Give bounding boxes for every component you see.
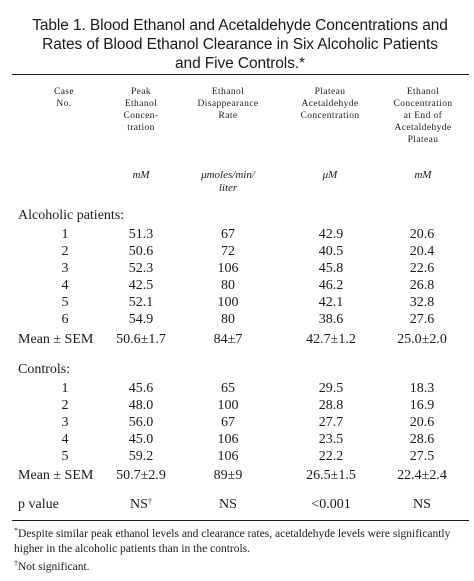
table-cell: 51.3 xyxy=(128,227,154,242)
table-cell: 16.9 xyxy=(409,398,435,413)
column-header-3 xyxy=(274,86,386,122)
column-unit-line: μmoles/min/ xyxy=(201,169,255,181)
p-value-cell xyxy=(378,497,466,513)
table-row xyxy=(0,295,474,311)
table-row xyxy=(0,449,474,465)
p-value-text: NS xyxy=(219,497,237,512)
column-unit-line: mM xyxy=(414,169,432,181)
column-unit-line: liter xyxy=(218,182,238,194)
mean-cell: 26.5±1.5 xyxy=(306,468,356,483)
table-cell: 48.0 xyxy=(128,398,154,413)
table-cell: 67 xyxy=(221,415,235,430)
caption-line-2: Rates of Blood Ethanol Clearance in Six Alcoholic Patients xyxy=(42,36,438,53)
table-cell: 42.5 xyxy=(128,278,154,293)
group-label: Controls: xyxy=(18,362,71,377)
table-cell: 38.6 xyxy=(318,312,344,327)
table-cell: 26.8 xyxy=(409,278,435,293)
table-cell: 45.8 xyxy=(318,261,344,276)
mean-row xyxy=(0,332,474,348)
p-value-label: p value xyxy=(18,497,59,512)
column-header-line: Ethanol xyxy=(124,99,158,109)
column-header-line: Plateau xyxy=(407,135,439,145)
table-cell: 54.9 xyxy=(128,312,154,327)
footnote-dagger-mark: † xyxy=(14,559,18,568)
column-header-1 xyxy=(100,86,182,134)
table-cell: 100 xyxy=(217,398,239,413)
p-value-cell xyxy=(100,497,182,513)
p-value-cell xyxy=(276,497,386,513)
table-cell: 80 xyxy=(221,312,235,327)
column-unit-line: μM xyxy=(322,169,338,181)
case-number: 3 xyxy=(61,415,69,430)
column-unit-4 xyxy=(378,169,468,182)
mean-cell: 84±7 xyxy=(213,332,243,347)
column-header-line: Ethanol xyxy=(406,87,440,97)
footnote-star xyxy=(14,527,470,557)
table-row xyxy=(0,381,474,397)
table-cell: 27.5 xyxy=(409,449,435,464)
table-cell: 72 xyxy=(221,244,235,259)
table-cell: 27.6 xyxy=(409,312,435,327)
table-cell: 106 xyxy=(217,432,239,447)
table-cell: 67 xyxy=(221,227,235,242)
table-row xyxy=(0,261,474,277)
table-cell: 20.4 xyxy=(409,244,435,259)
case-number: 5 xyxy=(61,295,69,310)
column-header-line: Concen- xyxy=(123,111,159,121)
case-number: 4 xyxy=(61,278,69,293)
column-header-line: Acetaldehyde xyxy=(301,99,359,109)
case-number: 1 xyxy=(61,381,69,396)
table-cell: 20.6 xyxy=(409,415,435,430)
column-unit-2 xyxy=(182,169,274,195)
table-cell: 32.8 xyxy=(409,295,435,310)
bottom-rule xyxy=(12,520,469,521)
group-label: Alcoholic patients: xyxy=(18,208,125,223)
table-cell: 45.6 xyxy=(128,381,154,396)
caption-line-3: and Five Controls.* xyxy=(175,55,305,72)
table-cell: 42.9 xyxy=(318,227,344,242)
dagger-mark: † xyxy=(147,497,152,506)
table-cell: 28.6 xyxy=(409,432,435,447)
table-cell: 22.2 xyxy=(318,449,344,464)
table-row xyxy=(0,432,474,448)
footnote-star-text: Despite similar peak ethanol levels and clearance rates, acetaldehyde levels were significantly higher in the alcoholic patients than in the controls. xyxy=(14,528,451,555)
table-cell: 18.3 xyxy=(409,381,435,396)
table-row xyxy=(0,398,474,414)
table-row xyxy=(0,415,474,431)
mean-cell: 25.0±2.0 xyxy=(397,332,447,347)
footnote-dagger-text: Not significant. xyxy=(18,561,90,573)
mean-cell: 50.6±1.7 xyxy=(116,332,166,347)
case-number: 2 xyxy=(61,244,69,259)
table-caption xyxy=(10,16,470,73)
case-number: 2 xyxy=(61,398,69,413)
p-value-cell xyxy=(186,497,270,513)
column-header-2 xyxy=(182,86,274,122)
mean-cell: 89±9 xyxy=(213,468,243,483)
mean-label: Mean ± SEM xyxy=(18,468,94,483)
table-cell: 42.1 xyxy=(318,295,344,310)
table-row xyxy=(0,227,474,243)
p-value-row xyxy=(0,497,474,513)
table-cell: 56.0 xyxy=(128,415,154,430)
table-cell: 23.5 xyxy=(318,432,344,447)
column-header-line: Disappearance xyxy=(197,99,259,109)
footnote-dagger xyxy=(14,560,470,575)
column-header-line: Acetaldehyde xyxy=(394,123,452,133)
column-header-line: Rate xyxy=(218,111,238,121)
column-header-0 xyxy=(28,86,100,110)
column-header-line: Case xyxy=(53,87,75,97)
case-number: 1 xyxy=(61,227,69,242)
table-row xyxy=(0,278,474,294)
table-cell: 20.6 xyxy=(409,227,435,242)
case-number: 5 xyxy=(61,449,69,464)
mean-cell: 22.4±2.4 xyxy=(397,468,447,483)
table-row xyxy=(0,312,474,328)
table-cell: 106 xyxy=(217,449,239,464)
table-cell: 100 xyxy=(217,295,239,310)
mean-cell: 50.7±2.9 xyxy=(116,468,166,483)
table-cell: 27.7 xyxy=(318,415,344,430)
column-unit-line: mM xyxy=(132,169,150,181)
case-number: 4 xyxy=(61,432,69,447)
column-header-line: at End of xyxy=(403,111,443,121)
column-header-line: Plateau xyxy=(314,87,346,97)
column-header-line: Ethanol xyxy=(211,87,245,97)
table-cell: 40.5 xyxy=(318,244,344,259)
p-value-text: NS xyxy=(130,497,148,512)
table-cell: 52.3 xyxy=(128,261,154,276)
p-value-text: NS xyxy=(413,497,431,512)
footnote-star-mark: * xyxy=(14,526,18,535)
column-header-line: Concentration xyxy=(393,99,453,109)
column-header-line: Concentration xyxy=(300,111,360,121)
table-cell: 45.0 xyxy=(128,432,154,447)
column-unit-1 xyxy=(100,169,182,182)
caption-line-1: Table 1. Blood Ethanol and Acetaldehyde Concentrations and xyxy=(32,17,448,34)
column-header-line: tration xyxy=(127,123,155,133)
p-value-text: <0.001 xyxy=(311,497,351,512)
case-number: 6 xyxy=(61,312,69,327)
column-unit-3 xyxy=(274,169,386,182)
top-rule xyxy=(12,74,469,75)
column-header-line: Peak xyxy=(130,87,152,97)
column-header-line: No. xyxy=(56,99,72,109)
table-cell: 50.6 xyxy=(128,244,154,259)
column-header-4 xyxy=(378,86,468,146)
mean-row xyxy=(0,468,474,484)
table-cell: 22.6 xyxy=(409,261,435,276)
table-row xyxy=(0,244,474,260)
mean-cell: 42.7±1.2 xyxy=(306,332,356,347)
table-cell: 46.2 xyxy=(318,278,344,293)
case-number: 3 xyxy=(61,261,69,276)
mean-label: Mean ± SEM xyxy=(18,332,94,347)
table-cell: 52.1 xyxy=(128,295,154,310)
table-cell: 80 xyxy=(221,278,235,293)
table-cell: 59.2 xyxy=(128,449,154,464)
table-cell: 65 xyxy=(221,381,235,396)
table-cell: 29.5 xyxy=(318,381,344,396)
table-cell: 106 xyxy=(217,261,239,276)
table-cell: 28.8 xyxy=(318,398,344,413)
